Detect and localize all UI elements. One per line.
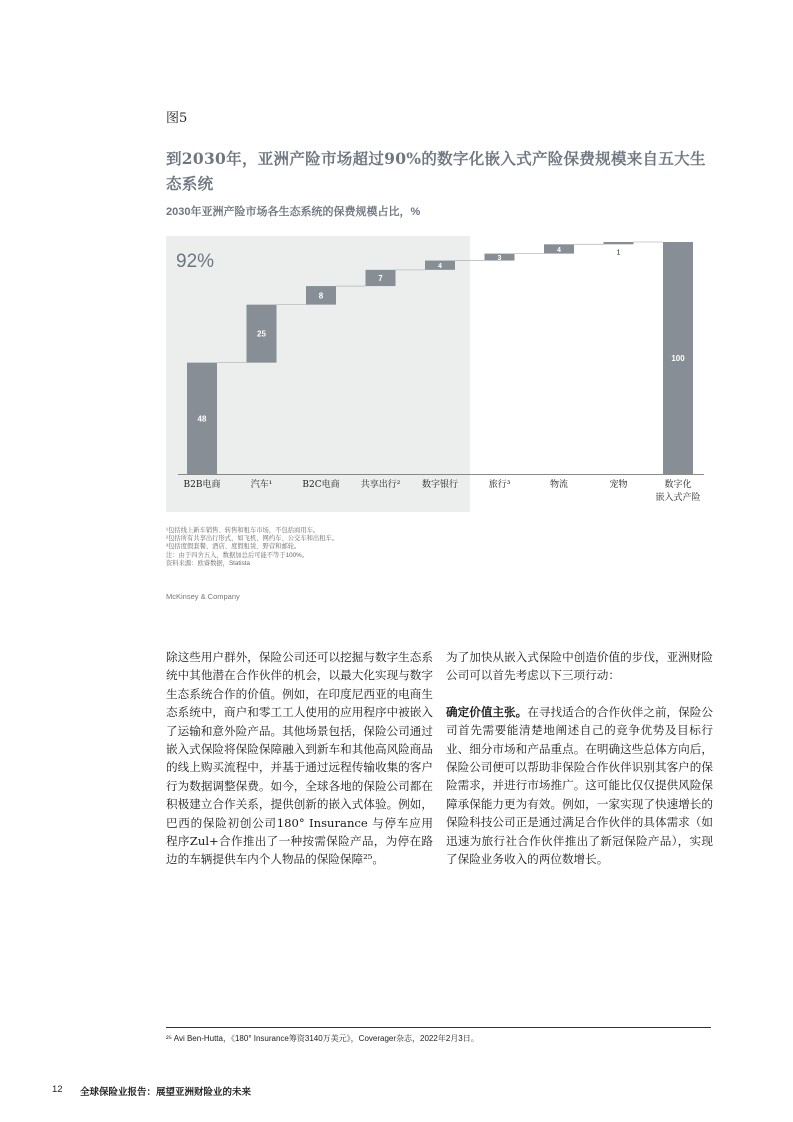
note-line: ¹包括线上新车销售、转售和租车市场，不包括商用车。 <box>166 527 320 534</box>
body-action-paragraph <box>446 703 713 869</box>
category-label: 宠物 <box>609 480 628 490</box>
note-line: 资料来源：欧睿数据，Statista <box>166 559 250 567</box>
bar-value-label: 1 <box>616 249 621 257</box>
category-label: 嵌入式产险 <box>655 493 701 503</box>
bar-value-label: 48 <box>197 414 207 424</box>
footnote-rule <box>166 1027 711 1028</box>
bar-value-label: 3 <box>497 255 502 263</box>
category-label: B2C电商 <box>302 480 340 490</box>
action-text: 在寻找适合的合作伙伴之前，保险公司首先需要能清楚地阐述自己的竞争优势及目标行业、细分市场和产品重点。在明确这些总体方向后，保险公司便可以帮助非保险合作伙伴识别其客户的保险需求，并进行市场推广。这可能比仅仅提供风险保障承保能力更为有效。例如，一家实现了快速增长的保险科技公司正是通过满足合作伙伴的具体需求（如迅速为旅行社合作伙伴推出了新冠保险产品），实现了保险业务收入的两位数增长。 <box>446 704 713 867</box>
bar-value-label: 100 <box>671 354 685 363</box>
body-column-left: 除这些用户群外，保险公司还可以挖掘与数字生态系统中其他潜在合作伙伴的机会，以最大化实现与数字生态系统合作的价值。例如，在印度尼西亚的电商生态系统中，商户和零工工人使用的应用程序中被嵌入了运输和意外险产品。其他场景包括，保险公司通过嵌入式保险将保险保障融入到新车和其他高风险商品的线上购买流程中，并基于通过远程传输收集的客户行为数据调整保费。如今，全球各地的保险公司都在积极建立合作关系，提供创新的嵌入式体验。例如，巴西的保险初创公司180° Insurance 与停车应用程序Zul+合作推出了一种按需保险产品，为停在路边的车辆提供车内个人物品的保险保障²⁵。 <box>166 650 433 867</box>
category-label: 物流 <box>549 480 569 490</box>
category-label: B2B电商 <box>183 480 221 490</box>
brand-credit: McKinsey & Company <box>166 592 240 601</box>
highlight-percent: 92% <box>176 251 215 272</box>
category-label: 数字银行 <box>421 480 459 490</box>
waterfall-chart <box>166 236 712 516</box>
footnote: ²⁵ Avi Ben-Hutta，《180° Insurance筹资3140万美元》，Coverager杂志，2022年2月3日。 <box>166 1034 479 1043</box>
figure-label: 图5 <box>166 111 188 126</box>
body-intro: 为了加快从嵌入式保险中创造价值的步伐，亚洲财险公司可以首先考虑以下三项行动： <box>446 650 713 683</box>
category-label: 旅行³ <box>488 480 511 490</box>
category-label: 共享出行² <box>360 480 401 490</box>
bar-value-label: 8 <box>318 291 324 301</box>
note-line: ³包括度假套餐、酒店、度假租赁、野营和邮轮。 <box>166 543 301 551</box>
bar <box>604 242 634 244</box>
category-label: 汽车¹ <box>250 480 273 490</box>
bar-value-label: 4 <box>557 246 561 254</box>
page-number: 12 <box>52 1084 63 1095</box>
note-line: 注：由于四舍五入，数据加总后可能不等于100%。 <box>166 551 309 559</box>
action-lead: 确定价值主张。 <box>446 704 528 719</box>
body-column-right <box>446 648 713 868</box>
bar-value-label: 4 <box>438 263 442 271</box>
chart-notes <box>166 527 586 568</box>
bar-value-label: 25 <box>257 329 266 339</box>
chart-subtitle: 2030年亚洲产险市场各生态系统的保费规模占比，% <box>166 206 421 218</box>
chart-headline: 到2030年，亚洲产险市场超过90%的数字化嵌入式产险保费规模来自五大生态系统 <box>166 149 706 193</box>
category-label: 数字化 <box>664 480 692 490</box>
note-line: ²包括所有共享出行形式，如飞机、网约车、公交车和出租车。 <box>166 535 339 543</box>
bar-value-label: 7 <box>378 273 383 283</box>
running-title: 全球保险业报告：展望亚洲财险业的未来 <box>80 1087 252 1098</box>
